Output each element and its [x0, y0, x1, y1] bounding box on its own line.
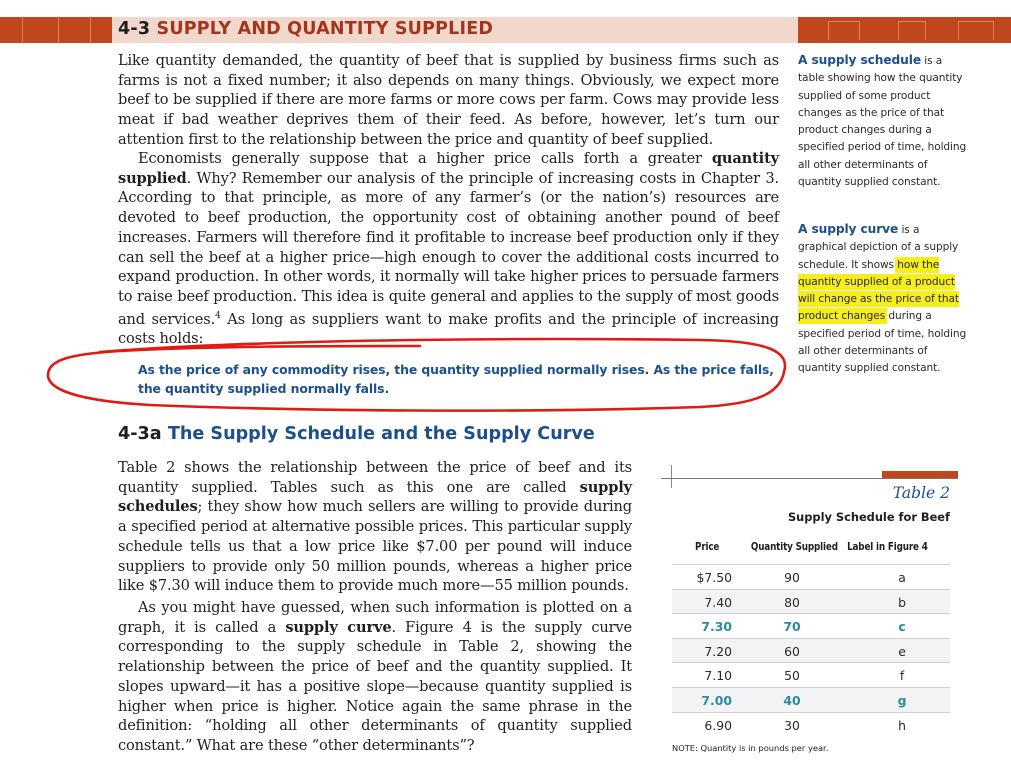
cell-quantity: 30 [784, 717, 800, 733]
footnote-ref: 4 [215, 310, 221, 321]
cell-quantity: 60 [784, 643, 800, 659]
cell-price: 7.00 [701, 693, 732, 708]
table-rule-horizontal [661, 478, 958, 479]
table-rule-vertical [671, 465, 672, 488]
term-supply-curve: supply curve [285, 618, 392, 636]
term-quantity-supplied: quantity supplied [118, 150, 779, 187]
cell-price: 6.90 [704, 717, 732, 733]
header-accent-left [0, 17, 112, 43]
table-row [672, 638, 950, 663]
margin-term-supply-schedule: A supply schedule [798, 53, 921, 67]
margin-term-supply-curve: A supply curve [798, 222, 899, 236]
cell-quantity: 80 [784, 594, 800, 610]
cell-price: 7.20 [704, 643, 732, 659]
cell-label: f [899, 668, 905, 684]
table-row [672, 662, 950, 687]
paragraph-quantity-supplied: Economists generally suppose that a higher price calls forth a greater quantity supplied. Why? Remember our analysis of the principle of increasing costs in Chapter 3. According to that principle, as more of any farmer’s (or the nation’s) resources are devoted to beef production, the opportunity cost of obtaining another pound of beef increases. Farmers will therefore find it profitable to increase beef production only if they can sell the beef at a higher price—high enough to cover the additional costs incurred to expand production. In other words, it normally will take higher prices to persuade farmers to raise beef production. This idea is quite general and applies to the supply of most goods and services.$^4$ As long as suppliers want to make profits and the principle of increasing costs holds: [118, 150, 779, 348]
table-row [672, 687, 950, 712]
principle-statement: As the price of any commodity rises, the quantity supplied normally rises. As the price falls, the quantity supplied normally falls. [138, 362, 774, 396]
subsection-heading [118, 424, 595, 444]
table-note: NOTE: Quantity is in pounds per year. [672, 743, 829, 753]
paragraph-supply-curve: As you might have guessed, when such information is plotted on a graph, it is called a supply curve. Figure 4 is the supply curve corresponding to the supply schedule in Table 2, showing the relationship between the price of beef and the quantity supplied. It slopes upward—it has a positive slope—because quantity supplied is higher when price is higher. Notice again the same phrase in the definition: “holding all other determinants of quantity supplied constant.” What are these “other determinants”? [118, 599, 632, 754]
paragraph-intro: Like quantity demanded, the quantity of beef that is supplied by business firms such as farms is not a fixed number; it also depends on many things. Obviously, we expect more beef to be supplied if there are more farms or more cows per farm. Cows may provide less meat if bad weather deprives them of their feed. As before, however, let’s turn our attention first to the relationship between the price and quantity of beef supplied. [118, 52, 779, 148]
cell-quantity: 70 [783, 619, 801, 635]
table-row [672, 589, 950, 614]
table-header [672, 536, 950, 564]
section-heading [118, 19, 493, 39]
header-price: Price [695, 540, 720, 553]
table-accent-bar [882, 471, 958, 478]
section-title: SUPPLY AND QUANTITY SUPPLIED [156, 19, 494, 39]
cell-label: h [898, 717, 906, 733]
subsection-title: The Supply Schedule and the Supply Curve [167, 424, 595, 444]
cell-label: b [898, 594, 906, 610]
header-label-in-figure: Label in Figure 4 [847, 540, 928, 553]
term-supply-schedules: supply schedules [118, 478, 632, 516]
highlighted-text: how the quantity supplied of a product will change as the price of that product changes [798, 258, 959, 323]
cell-label: g [897, 693, 907, 708]
paragraph-supply-schedule: Table 2 shows the relationship between the price of beef and its quantity supplied. Tables such as this one are called supply schedules; they show how much sellers are willing to provide during a specified period at alternative possible prices. This particular supply schedule tells us that a low price like $7.00 per pound will induce suppliers to provide only 50 million pounds, whereas a higher price like $7.30 will induce them to provide much more—55 million pounds. [118, 459, 632, 595]
cell-label: a [898, 570, 906, 585]
cell-label: e [898, 643, 906, 659]
cell-price: 7.10 [704, 668, 732, 684]
margin-definition-supply-curve: A supply curve is a graphical depiction of a supply schedule. It shows how the quantity supplied of a product will change as the price of that product changes during a specified period of time, holding all other determinants of quantity supplied constant. [798, 222, 967, 375]
cell-quantity: 50 [784, 668, 800, 684]
cell-quantity: 40 [783, 693, 801, 708]
table-caption: Supply Schedule for Beef [787, 510, 950, 524]
cell-label: c [898, 619, 906, 635]
cell-price: 7.40 [704, 594, 732, 610]
table-row [672, 613, 950, 638]
subsection-number: 4-3a [118, 424, 162, 444]
table-row [672, 712, 950, 737]
margin-definition-supply-schedule: A supply schedule is a table showing how the quantity supplied of some product changes as the price of that product changes during a specified period of time, holding all other determinants of quantity supplied constant. [798, 53, 967, 189]
table-row [672, 564, 950, 589]
cell-quantity: 90 [784, 570, 800, 585]
cell-price: $7.50 [696, 570, 732, 585]
header-accent-right [798, 17, 1011, 43]
header-quantity-supplied: Quantity Supplied [750, 540, 838, 553]
table-label: Table 2 [892, 484, 950, 502]
section-number: 4-3 [118, 19, 151, 39]
cell-price: 7.30 [701, 619, 732, 635]
